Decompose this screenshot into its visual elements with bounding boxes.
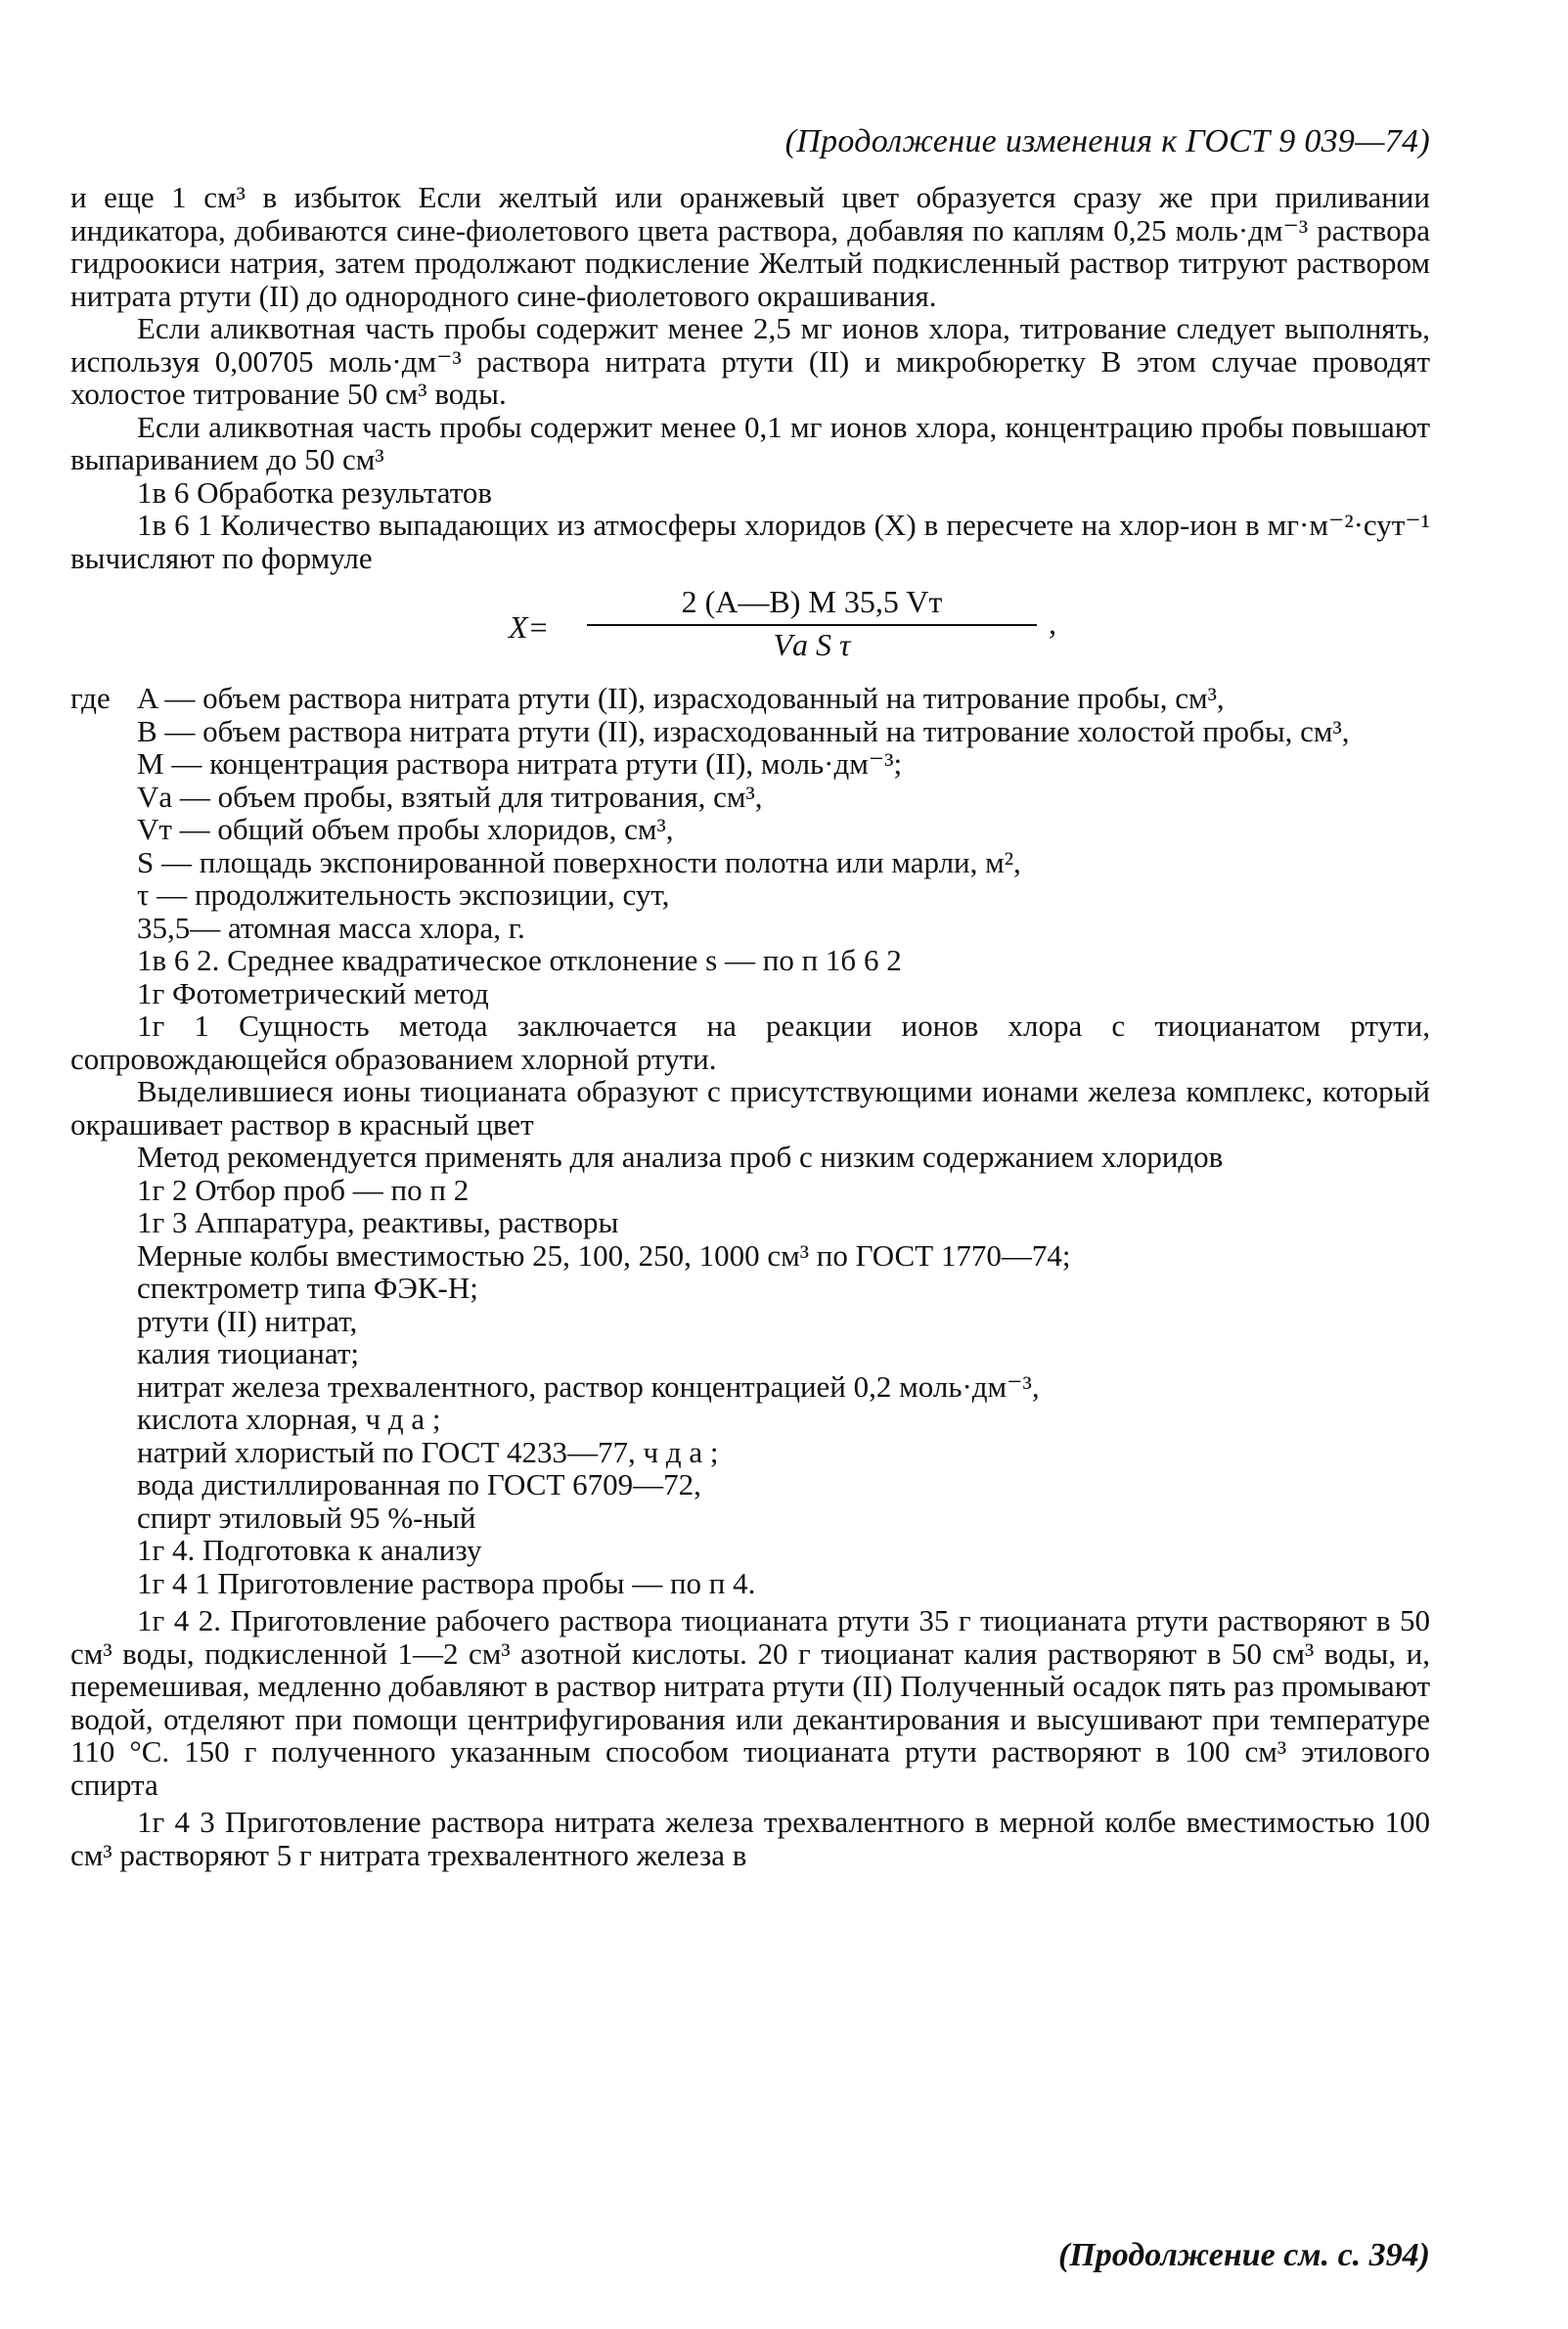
paragraph-std-deviation: 1в 6 2. Среднее квадратическое отклонение s — по п 1б 6 2	[137, 943, 902, 977]
formula-numerator: 2 (A—B) M 35,5 Vт	[681, 584, 943, 619]
definition-va: Vа — объем пробы, взятый для титрования, см³,	[137, 779, 763, 814]
reagent-item: спектрометр типа ФЭК-Н;	[137, 1271, 478, 1305]
section-heading-processing: 1в 6 Обработка результатов	[137, 474, 493, 510]
definition-a	[70, 682, 1430, 715]
paragraph-method-essence: 1г 1 Сущность метода заключается на реакции ионов хлора с тиоцианатом ртути, сопровождающейся образованием хлорной ртути.	[70, 1008, 1430, 1076]
paragraph-titration-continued: и еще 1 см³ в избыток Если желтый или оранжевый цвет образуется сразу же при приливании индикатора, добиваются сине-фиолетового цвета раствора, добавляя по каплям 0,25 моль·дм⁻³ раствора гидроокиси натрия, затем продолжают подкисление Желтый подкисленный раствор титруют раствором нитрата ртути (II) до однородного сине-фиолетового окрашивания.	[70, 180, 1430, 313]
section-heading-photometric: 1г Фотометрический метод	[137, 975, 489, 1010]
definition-b: B — объем раствора нитрата ртути (II), израсходованный на титрование холостой пробы, см³,	[137, 713, 1350, 748]
reagent-item: вода дистиллированная по ГОСТ 6709—72,	[137, 1467, 701, 1501]
definition-s: S — площадь экспонированной поверхности полотна или марли, м²,	[137, 844, 1021, 879]
chloride-formula	[70, 582, 1430, 672]
page-footer: (Продолжение см. с. 394)	[1058, 2237, 1430, 2273]
definition-vt: Vт — общий объем пробы хлоридов, см³,	[137, 812, 674, 846]
reagent-item: кислота хлорная, ч д а ;	[137, 1402, 441, 1436]
definition-atomic-mass: 35,5— атомная масса хлора, г.	[137, 910, 525, 945]
paragraph-formula-intro: 1в 6 1 Количество выпадающих из атмосферы хлоридов (X) в пересчете на хлор-ион в мг·м⁻²·сут⁻¹ вычисляют по формуле	[70, 508, 1430, 575]
paragraph-sampling: 1г 2 Отбор проб — по п 2	[137, 1172, 470, 1207]
reagent-item: нитрат железа трехвалентного, раствор концентрацией 0,2 моль·дм⁻³,	[137, 1368, 1040, 1404]
paragraph-working-solution: 1г 4 2. Приготовление рабочего раствора тиоцианата ртути 35 г тиоцианата ртути растворяют в 50 см³ воды, подкисленной 1—2 см³ азотной кислоты. 20 г тиоцианат калия растворяют в 50 см³ воды, и, перемешивая, медленно добавляют в раствор нитрата ртути (II) Полученный осадок пять раз промывают водой, отделяют при помощи центрифугирования или декантирования и высушивают при температуре 110 °С. 150 г полученного указанным способом тиоцианата ртути растворяют в 100 см³ этилового спирта	[70, 1603, 1430, 1802]
reagent-item: калия тиоцианат;	[137, 1336, 359, 1370]
formula-lhs: X=	[509, 609, 550, 645]
paragraph-low-chlorine: Если аликвотная часть пробы содержит менее 2,5 мг ионов хлора, титрование следует выполнять, используя 0,00705 моль·дм⁻³ раствора нитрата ртути (II) и микробюретку В этом случае проводят холостое титрование 50 см³ воды.	[70, 311, 1430, 411]
section-heading-apparatus: 1г 3 Аппаратура, реактивы, растворы	[137, 1205, 619, 1239]
reagent-item: ртути (II) нитрат,	[137, 1303, 358, 1338]
definition-tau: τ — продолжительность экспозиции, сут,	[137, 877, 670, 912]
document-body	[70, 181, 1430, 1871]
paragraph-iron-nitrate: 1г 4 3 Приготовление раствора нитрата железа трехвалентного в мерной колбе вместимостью 100 см³ растворяют 5 г нитрата трехвалентного железа в	[70, 1805, 1430, 1872]
page-header: (Продолжение изменения к ГОСТ 9 039—74)	[784, 123, 1430, 159]
reagent-item: спирт этиловый 95 %-ный	[137, 1500, 476, 1535]
formula-denominator: Vа S τ	[773, 627, 851, 662]
where-prefix: где	[70, 681, 111, 715]
reagent-item: натрий хлористый по ГОСТ 4233—77, ч д а ;	[137, 1434, 719, 1469]
definition-a-text: A — объем раствора нитрата ртути (II), израсходованный на титрование пробы, см³,	[137, 681, 1225, 715]
formula-comma: ,	[1049, 605, 1056, 641]
paragraph-sample-solution: 1г 4 1 Приготовление раствора пробы — по п 4.	[137, 1565, 756, 1600]
paragraph-thiocyanate-ions: Выделившиеся ионы тиоцианата образуют с присутствующими ионами железа комплекс, который окрашивает раствор в красный цвет	[70, 1074, 1430, 1142]
formula-fraction-bar	[587, 624, 1037, 626]
paragraph-method-recommendation: Метод рекомендуется применять для анализа проб с низким содержанием хлоридов	[137, 1140, 1224, 1174]
section-heading-preparation: 1г 4. Подготовка к анализу	[137, 1533, 482, 1567]
definition-m: M — концентрация раствора нитрата ртути (II), моль·дм⁻³;	[137, 746, 903, 781]
reagent-item: Мерные колбы вместимостью 25, 100, 250, 1000 см³ по ГОСТ 1770—74;	[137, 1237, 1071, 1273]
paragraph-concentration: Если аликвотная часть пробы содержит менее 0,1 мг ионов хлора, концентрацию пробы повышают выпариванием до 50 см³	[70, 409, 1430, 476]
